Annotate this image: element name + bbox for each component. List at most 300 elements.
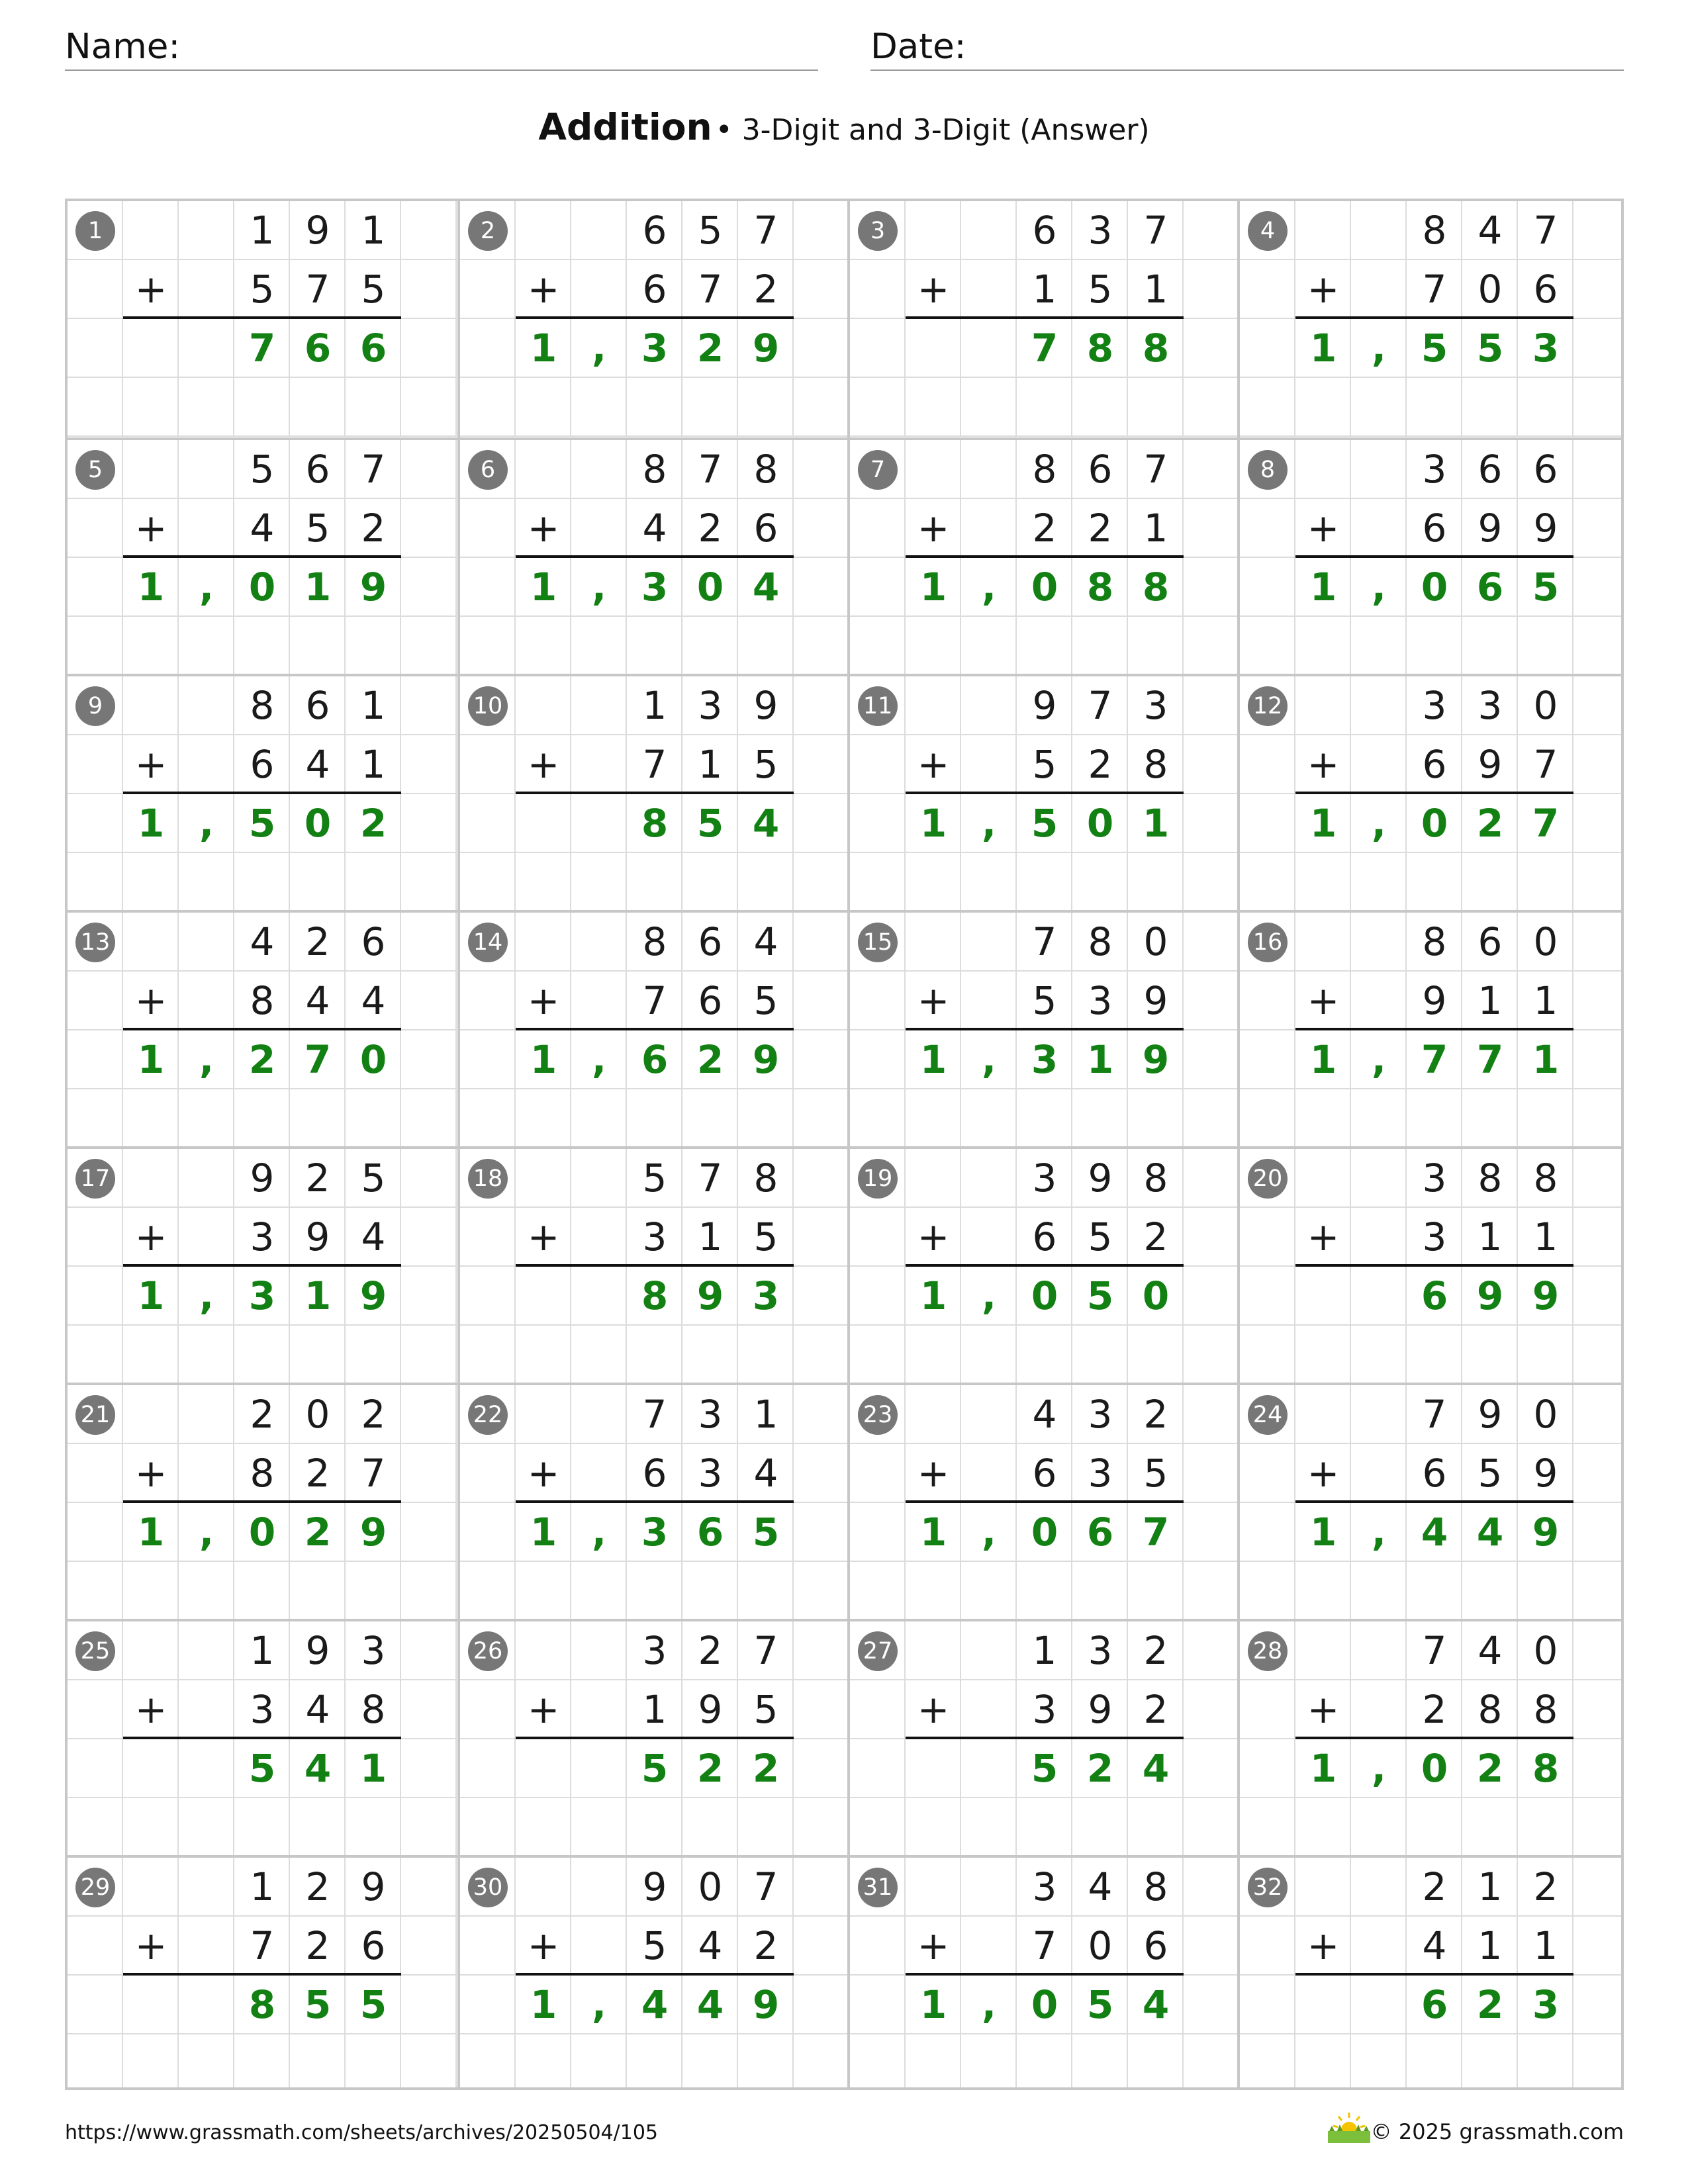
grid-cell [906, 1739, 961, 1798]
grid-cell [1295, 201, 1351, 260]
grid-cell [571, 972, 627, 1030]
digit: 2 [305, 1156, 330, 1201]
plus-sign: + [527, 978, 560, 1023]
grid-cell [850, 1030, 906, 1089]
grid-cell [794, 1385, 849, 1444]
grid-cell [1573, 440, 1624, 499]
grid-cell [234, 617, 290, 676]
grid-cell [401, 972, 457, 1030]
grid-cell [234, 2034, 290, 2090]
grid-cell [516, 440, 571, 499]
digit: 6 [250, 742, 275, 787]
grid-cell [738, 378, 794, 437]
problem-number-badge: 19 [858, 1159, 898, 1199]
grid-cell [682, 853, 738, 912]
grid-cell [460, 1030, 516, 1089]
grid-cell [1184, 1385, 1239, 1444]
problem-29 [68, 1855, 457, 2090]
problem-11 [847, 674, 1240, 913]
grid-cell [738, 617, 794, 676]
digit: 0 [1088, 1923, 1113, 1968]
grid-cell [961, 676, 1017, 735]
answer-digit: 1 [137, 565, 165, 610]
grid-cell [738, 1326, 794, 1385]
digit: 4 [642, 506, 667, 551]
digit: 3 [1088, 208, 1113, 253]
problem-number-badge: 7 [858, 450, 898, 490]
digit: 0 [1477, 267, 1503, 312]
grid-cell [961, 260, 1017, 319]
grid-cell [460, 260, 516, 319]
answer-digit: , [981, 1982, 997, 2027]
grid-cell [1184, 1503, 1239, 1562]
digit: 8 [642, 919, 667, 964]
digit: 3 [698, 1451, 723, 1496]
grid-cell [516, 1326, 571, 1385]
grid-cell [401, 440, 457, 499]
title-subtitle: • 3-Digit and 3-Digit (Answer) [715, 113, 1150, 147]
grid-cell [1184, 1739, 1239, 1798]
grid-cell [850, 319, 906, 378]
grid-cell [906, 1858, 961, 1917]
digit: 2 [361, 1392, 386, 1437]
grid-cell [1184, 1858, 1239, 1917]
grid-cell [961, 1326, 1017, 1385]
answer-digit: 1 [1309, 1746, 1337, 1791]
grid-cell [850, 1680, 906, 1739]
grid-cell [68, 499, 123, 558]
answer-digit: 1 [530, 1037, 557, 1082]
digit: 7 [1533, 208, 1558, 253]
digit: 1 [698, 1214, 723, 1259]
grid-cell [850, 1739, 906, 1798]
digit: 6 [1032, 208, 1057, 253]
grid-cell [1184, 853, 1239, 912]
grid-cell [1240, 1562, 1295, 1621]
grid-cell [123, 1798, 179, 1857]
grid-cell [1351, 1917, 1407, 1976]
grid-cell [571, 1739, 627, 1798]
grid-cell [179, 1444, 234, 1503]
problem-12 [1237, 674, 1624, 913]
problem-number-badge: 25 [75, 1631, 115, 1671]
grid-cell [961, 1385, 1017, 1444]
grid-cell [123, 853, 179, 912]
grid-cell [961, 1089, 1017, 1148]
date-label: Date: [870, 26, 966, 67]
grid-cell [850, 1326, 906, 1385]
grid-cell [906, 1798, 961, 1857]
grid-cell [460, 2034, 516, 2090]
grid-cell [794, 378, 849, 437]
grid-cell [850, 617, 906, 676]
grid-cell [738, 1562, 794, 1621]
grid-cell [460, 1680, 516, 1739]
grid-cell [68, 1680, 123, 1739]
grid-cell [1184, 378, 1239, 437]
grid-cell [68, 735, 123, 794]
digit: 8 [753, 447, 778, 492]
grid-cell [1017, 853, 1072, 912]
answer-digit: 9 [1142, 1037, 1170, 1082]
grid-cell [906, 2034, 961, 2090]
digit: 6 [698, 919, 723, 964]
grid-cell [123, 1858, 179, 1917]
answer-digit: , [981, 1037, 997, 1082]
digit: 8 [1477, 1687, 1503, 1732]
digit: 6 [1533, 267, 1558, 312]
digit: 4 [1088, 1864, 1113, 1909]
digit: 5 [753, 1214, 778, 1259]
grid-cell [1128, 378, 1184, 437]
grid-cell [1128, 1089, 1184, 1148]
grid-cell [460, 972, 516, 1030]
grid-cell [794, 558, 849, 617]
answer-digit: 0 [359, 1037, 387, 1082]
grid-cell [234, 378, 290, 437]
grid-cell [627, 2034, 682, 2090]
grid-cell [571, 1089, 627, 1148]
digit: 8 [1422, 208, 1447, 253]
answer-digit: 0 [1421, 565, 1448, 610]
digit: 7 [698, 267, 723, 312]
grid-cell [961, 1149, 1017, 1208]
grid-cell [961, 1208, 1017, 1267]
grid-cell [1240, 1976, 1295, 2034]
grid-cell [516, 1739, 571, 1798]
answer-digit: 8 [1532, 1746, 1560, 1791]
answer-digit: 6 [1421, 1273, 1448, 1318]
grid-cell [1518, 1326, 1573, 1385]
digit: 8 [1533, 1156, 1558, 1201]
grid-cell [1462, 1089, 1518, 1148]
grid-cell [1240, 378, 1295, 437]
grid-cell [516, 1267, 571, 1326]
problem-number-badge: 12 [1248, 686, 1288, 726]
digit: 6 [1143, 1923, 1168, 1968]
grid-cell [1351, 1858, 1407, 1917]
grid-cell [794, 1976, 849, 2034]
grid-cell [1573, 1030, 1624, 1089]
grid-cell [571, 1267, 627, 1326]
grid-cell [516, 794, 571, 853]
grid-cell [179, 319, 234, 378]
grid-cell [179, 1326, 234, 1385]
problem-number-badge: 15 [858, 923, 898, 962]
grid-cell [401, 558, 457, 617]
answer-digit: 9 [752, 1037, 780, 1082]
grid-cell [460, 1503, 516, 1562]
grid-cell [460, 1089, 516, 1148]
grid-cell [346, 378, 401, 437]
problem-23 [847, 1383, 1240, 1621]
plus-sign: + [134, 1687, 167, 1732]
grid-cell [401, 1858, 457, 1917]
grid-cell [571, 2034, 627, 2090]
grid-cell [682, 617, 738, 676]
answer-digit: 8 [641, 801, 669, 846]
digit: 1 [1533, 1214, 1558, 1259]
digit: 4 [1477, 208, 1503, 253]
grid-cell [1184, 319, 1239, 378]
plus-sign: + [527, 1214, 560, 1259]
grid-cell [68, 794, 123, 853]
grid-cell [1184, 1208, 1239, 1267]
grid-cell [1184, 1680, 1239, 1739]
grid-cell [1072, 1089, 1128, 1148]
grid-cell [123, 1739, 179, 1798]
grid-cell [179, 1621, 234, 1680]
grid-cell [516, 853, 571, 912]
grid-cell [1184, 1030, 1239, 1089]
answer-digit: 1 [530, 565, 557, 610]
grid-cell [1573, 1089, 1624, 1148]
digit: 1 [361, 742, 386, 787]
problem-32 [1237, 1855, 1624, 2090]
grid-cell [1573, 1680, 1624, 1739]
grid-cell [401, 1680, 457, 1739]
grid-cell [1295, 440, 1351, 499]
answer-digit: , [981, 1273, 997, 1318]
grid-cell [179, 2034, 234, 2090]
answer-digit: 5 [641, 1746, 669, 1791]
grass-sun-logo-icon [1325, 2111, 1373, 2144]
grid-cell [1351, 1798, 1407, 1857]
grid-cell [68, 1798, 123, 1857]
plus-sign: + [134, 267, 167, 312]
footer-url: https://www.grassmath.com/sheets/archives/20250504/105 [65, 2121, 659, 2144]
grid-cell [460, 794, 516, 853]
grid-cell [516, 676, 571, 735]
digit: 9 [753, 683, 778, 728]
answer-digit: , [1371, 1510, 1387, 1555]
digit: 9 [1477, 506, 1503, 551]
grid-cell [68, 1326, 123, 1385]
grid-cell [290, 378, 346, 437]
digit: 8 [250, 1451, 275, 1496]
grid-cell [1240, 1680, 1295, 1739]
plus-sign: + [917, 742, 950, 787]
plus-sign: + [527, 506, 560, 551]
digit: 6 [1533, 447, 1558, 492]
digit: 4 [250, 919, 275, 964]
grid-cell [1072, 1562, 1128, 1621]
answer-digit: 4 [696, 1982, 724, 2027]
grid-cell [179, 1562, 234, 1621]
grid-cell [1295, 1858, 1351, 1917]
problem-number-badge: 18 [468, 1159, 508, 1199]
grid-cell [1240, 1917, 1295, 1976]
problem-31 [847, 1855, 1240, 2090]
answer-digit: 2 [1476, 1746, 1504, 1791]
answer-digit: 1 [304, 1273, 332, 1318]
digit: 4 [361, 1214, 386, 1259]
grid-cell [627, 1562, 682, 1621]
grid-cell [401, 735, 457, 794]
problem-9 [68, 674, 457, 913]
grid-cell [571, 1444, 627, 1503]
digit: 6 [1032, 1451, 1057, 1496]
problem-number-badge: 6 [468, 450, 508, 490]
answer-digit: 2 [1086, 1746, 1114, 1791]
problem-7 [847, 437, 1240, 676]
answer-digit: 1 [137, 1037, 165, 1082]
grid-cell [68, 1208, 123, 1267]
digit: 4 [1477, 1628, 1503, 1673]
grid-cell [401, 1621, 457, 1680]
digit: 2 [1143, 1214, 1168, 1259]
grid-cell [123, 378, 179, 437]
grid-cell [1518, 378, 1573, 437]
grid-cell [1184, 1917, 1239, 1976]
answer-digit: 3 [641, 326, 669, 371]
grid-cell [68, 1976, 123, 2034]
grid-cell [346, 1326, 401, 1385]
problem-number-badge: 4 [1248, 211, 1288, 251]
grid-cell [1351, 1444, 1407, 1503]
grid-cell [961, 1680, 1017, 1739]
name-field [65, 23, 818, 71]
digit: 7 [753, 1864, 778, 1909]
grid-cell [68, 1089, 123, 1148]
grid-cell [906, 1149, 961, 1208]
problem-1 [68, 201, 457, 437]
grid-cell [1184, 499, 1239, 558]
digit: 8 [1533, 1687, 1558, 1732]
grid-cell [1573, 201, 1624, 260]
grid-cell [179, 1739, 234, 1798]
grid-cell [1072, 378, 1128, 437]
digit: 4 [753, 1451, 778, 1496]
grid-cell [460, 1739, 516, 1798]
problem-number-badge: 22 [468, 1395, 508, 1435]
digit: 7 [361, 447, 386, 492]
digit: 7 [1422, 267, 1447, 312]
grid-cell [794, 1326, 849, 1385]
grid-cell [794, 319, 849, 378]
answer-digit: 7 [1031, 326, 1058, 371]
grid-cell [1184, 1444, 1239, 1503]
grid-cell [179, 853, 234, 912]
plus-sign: + [1307, 1923, 1340, 1968]
answer-digit: 1 [530, 1510, 557, 1555]
grid-cell [794, 1444, 849, 1503]
grid-cell [1240, 1444, 1295, 1503]
problem-13 [68, 910, 457, 1149]
grid-cell [1573, 617, 1624, 676]
grid-cell [290, 1798, 346, 1857]
answer-digit: 0 [248, 565, 276, 610]
grid-cell [516, 2034, 571, 2090]
grid-cell [794, 260, 849, 319]
grid-cell [1573, 972, 1624, 1030]
digit: 7 [361, 1451, 386, 1496]
grid-cell [961, 1798, 1017, 1857]
grid-cell [1351, 260, 1407, 319]
grid-cell [460, 499, 516, 558]
grid-cell [794, 1917, 849, 1976]
grid-cell [290, 1089, 346, 1148]
answer-digit: 0 [1086, 801, 1114, 846]
grid-cell [1518, 1798, 1573, 1857]
grid-cell [401, 499, 457, 558]
date-field [870, 23, 1624, 71]
grid-cell [794, 440, 849, 499]
problem-number-badge: 31 [858, 1868, 898, 1907]
digit: 1 [642, 683, 667, 728]
digit: 6 [1477, 919, 1503, 964]
digit: 6 [1422, 742, 1447, 787]
grid-cell [1184, 735, 1239, 794]
answer-digit: 4 [752, 801, 780, 846]
problem-number-badge: 10 [468, 686, 508, 726]
digit: 7 [753, 208, 778, 253]
answer-digit: 3 [752, 1273, 780, 1318]
grid-cell [1184, 617, 1239, 676]
grid-cell [179, 1385, 234, 1444]
digit: 6 [361, 1923, 386, 1968]
grid-cell [738, 853, 794, 912]
grid-cell [794, 1621, 849, 1680]
grid-cell [234, 1562, 290, 1621]
digit: 8 [250, 978, 275, 1023]
digit: 7 [698, 447, 723, 492]
grid-cell [794, 972, 849, 1030]
digit: 8 [1143, 742, 1168, 787]
grid-cell [906, 617, 961, 676]
grid-cell [1128, 2034, 1184, 2090]
grid-cell [401, 1917, 457, 1976]
answer-digit: 6 [359, 326, 387, 371]
grid-cell [516, 1798, 571, 1857]
problem-30 [457, 1855, 850, 2090]
answer-digit: 1 [1532, 1037, 1560, 1082]
digit: 7 [642, 1392, 667, 1437]
digit: 2 [1143, 1687, 1168, 1732]
digit: 0 [1533, 1392, 1558, 1437]
problem-6 [457, 437, 850, 676]
grid-cell [1407, 1326, 1462, 1385]
digit: 3 [642, 1628, 667, 1673]
digit: 6 [305, 683, 330, 728]
grid-cell [961, 735, 1017, 794]
answer-digit: 1 [530, 1982, 557, 2027]
answer-digit: 7 [1142, 1510, 1170, 1555]
title-main: Addition [538, 106, 712, 148]
digit: 3 [698, 1392, 723, 1437]
digit: 2 [1088, 506, 1113, 551]
grid-cell [1017, 1089, 1072, 1148]
answer-digit: 1 [1086, 1037, 1114, 1082]
plus-sign: + [134, 978, 167, 1023]
grid-cell [123, 913, 179, 972]
digit: 9 [1477, 1392, 1503, 1437]
grid-cell [1072, 853, 1128, 912]
grid-cell [961, 2034, 1017, 2090]
grid-cell [179, 617, 234, 676]
grid-cell [179, 676, 234, 735]
answer-digit: 5 [248, 1746, 276, 1791]
grid-cell [850, 853, 906, 912]
answer-digit: , [591, 326, 607, 371]
grid-cell [794, 2034, 849, 2090]
grid-cell [961, 201, 1017, 260]
grid-cell [68, 1917, 123, 1976]
grid-cell [1351, 913, 1407, 972]
digit: 7 [1032, 1923, 1057, 1968]
grid-cell [1240, 853, 1295, 912]
grid-cell [1573, 1562, 1624, 1621]
